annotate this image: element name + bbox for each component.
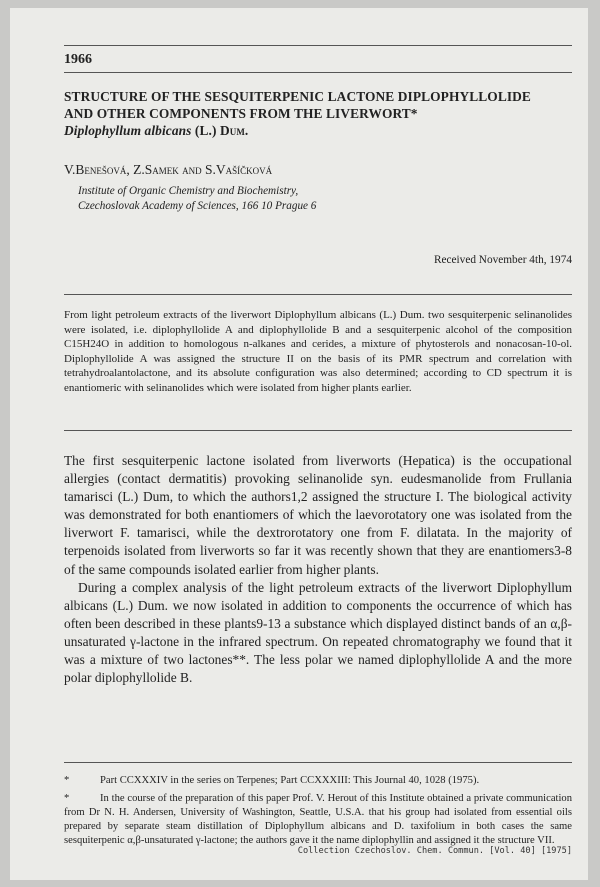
footnote-1 [64,774,572,788]
footnotes [64,774,572,852]
header-rule-top [64,45,572,46]
title-line-2: AND OTHER COMPONENTS FROM THE LIVERWORT* [64,106,418,121]
page-number: 1966 [64,52,92,67]
header-rule-bottom [64,72,572,73]
journal-footer: Collection Czechoslov. Chem. Commun. [Vol. 40] [1975] [297,846,572,856]
body-paragraph-2: During a complex analysis of the light petroleum extracts of the liverwort Diplophyllum albicans (L.) Dum. we now isolated in addition to components the occurrence of which has often been described in these plants9-13 a substance which displayed distinct bands of an α,β-unsaturated γ-lactone in the infrared spectrum. On repeated chromatography we found that it was a mixture of two lactones**. The less polar we named diplophyllolide A and the more polar diplophyllolide B. [64,579,572,686]
body-paragraph-1: The first sesquiterpenic lactone isolated from liverworts (Hepatica) is the occupational allergies (contact dermatitis) provoking selinanolide syn. eudesmanolide from Frullania tamarisci (L.) Dum, to which the authors1,2 assigned the structure I. The biological activity was demonstrated for both enantiomers of which the laevorotatory one was isolated from the liverwort F. tamarisci, while the dextrorotatory one from F. dilatata. In the majority of terpenoids isolated from liverworts so far it was recently shown that they are enantiomers3-8 of the same compounds isolated earlier from higher plants. [64,453,572,577]
affiliation-line-2: Czechoslovak Academy of Sciences, 166 10 Prague 6 [78,200,317,212]
paper-page [10,8,588,880]
affiliation-line-1: Institute of Organic Chemistry and Biochemistry, [78,185,299,197]
title-species: Diplophyllum albicans [64,123,192,138]
footnote-2-mark: * [64,793,70,804]
footnote-rule [64,762,572,763]
author-list: V.Benešová, Z.Samek and S.Vašíčková [64,162,273,177]
footnote-2 [64,792,572,848]
affiliation [78,184,316,214]
footnote-1-text: Part CCXXXIV in the series on Terpenes; Part CCXXXIII: This Journal 40, 1028 (1975). [100,775,480,786]
footnote-1-mark: * [64,775,70,786]
abstract: From light petroleum extracts of the liverwort Diplophyllum albicans (L.) Dum. two sesquiterpenic selinanolides were isolated, i.e. diplophyllolide A and diplophyllolide B and a sesquiterpenic alcohol of the composition C15H24O in addition to homologous n-alkanes and cerides, a mixture of phytosterols and nonacosan-10-ol. Diplophyllolide A was assigned the structure II on the basis of its PMR spectrum and correlation with tetrahydroalantolactone, and its absolute configuration was also determined; according to CD spectrum it is enantiomeric with selinanolides which were isolated from higher plants earlier. [64,309,572,394]
body-text [64,452,572,687]
title-authority: (L.) Dum. [191,123,249,138]
abstract-rule-bottom [64,430,572,431]
abstract-rule-top [64,294,572,295]
article-title [64,88,572,139]
received-date: Received November 4th, 1974 [433,254,572,266]
title-line-1: STRUCTURE OF THE SESQUITERPENIC LACTONE DIPLOPHYLLOLIDE [64,89,531,104]
title-species-line [64,122,572,139]
footnote-2-text: In the course of the preparation of this paper Prof. V. Herout of this Institute obtained a private communication from Dr N. H. Andersen, University of Washington, Seattle, U.S.A. that his group had isolated from essential oils prepared by separate steam distillation of Diplophyllum albicans and D. taxifolium in both cases the same sesquiterpenic α,β-unsaturated γ-lactone; the authors gave it the name diplophyllin and assigned it the structure VII. [64,793,572,846]
